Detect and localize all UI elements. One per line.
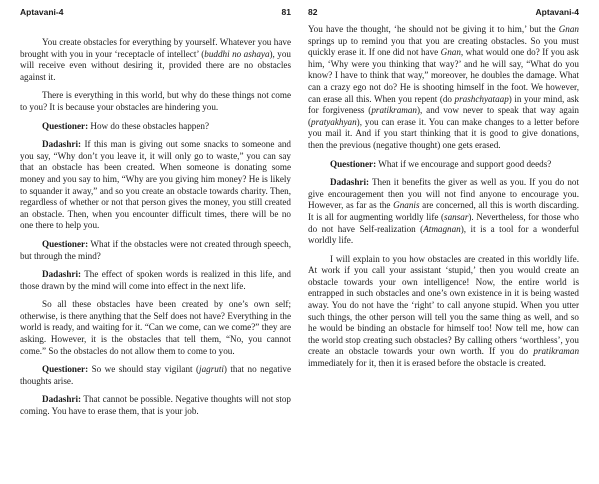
text-run: ), and vow never to speak that way again (: [308, 105, 579, 127]
text-run: So all these obstacles have been created by one’s own self; otherwise, is there anything that the Self does not have? Everything in the world is ready, and waiting for it. “Can we come, can we come?” they are asking. However, it is the obstacles that tell them, “No, you cannot come.” So the obstacles do not allow them to come to you.: [20, 299, 291, 356]
text-run: What if the obstacles were not created through speech, but through the mind?: [20, 238, 291, 261]
speaker-label: Questioner:: [42, 364, 89, 375]
speaker-label: Questioner:: [330, 158, 377, 169]
paragraph: [20, 139, 291, 232]
paragraph: [20, 239, 291, 262]
left-page: [0, 0, 299, 484]
italic-term: Atmagnan: [423, 223, 461, 234]
text-run: What if we encourage and support good deeds?: [376, 158, 552, 169]
paragraph: [20, 364, 291, 387]
paragraph: [308, 159, 579, 171]
italic-term: prashchyataap: [454, 93, 509, 104]
text-run: You create obstacles for everything by yourself. Whatever you have brought with you in your ‘receptacle of intellect’ (: [20, 37, 291, 59]
paragraph: [308, 24, 579, 152]
text-run: immediately for it, then it is erased before the obstacle is created.: [308, 358, 546, 369]
text-run: So we should stay vigilant (: [88, 364, 200, 375]
speaker-label: Dadashri:: [42, 139, 82, 150]
italic-term: buddhi no ashaya: [204, 48, 270, 59]
paragraph: [308, 254, 579, 370]
text-run: are concerned, all this is worth discarding. It is all for augmenting worldly life (: [308, 200, 579, 222]
text-run: You have the thought, ‘he should not be giving it to him,’ but the: [308, 24, 559, 34]
paragraph: [20, 269, 291, 292]
running-head: Aptavani-4: [535, 7, 579, 17]
paragraph: [20, 121, 291, 133]
text-run: Then it benefits the giver as well as you. If you do not give encouragement then you will not find anyone to encourage you. However, as far as the: [308, 177, 579, 211]
italic-term: Gnan: [558, 24, 579, 34]
page-number: 82: [308, 7, 318, 17]
italic-term: pratikraman: [371, 105, 417, 116]
text-run: springs up to remind you that you are creating obstacles. So you must quickly erase it. If one did not have: [308, 35, 579, 58]
text-run: ), you can erase it. You can make changes to a letter before you mail it. And if you start thinking that it is good to give donations, then the previous (negative thought) one gets erased.: [308, 116, 579, 150]
italic-term: jagruti: [199, 364, 224, 375]
italic-term: sansar: [444, 211, 469, 222]
italic-term: Gnanis: [393, 200, 420, 211]
text-run: How do these obstacles happen?: [88, 120, 209, 131]
text-run: ), it is a tool for a wonderful worldly life.: [308, 223, 579, 246]
running-head: Aptavani-4: [20, 7, 64, 17]
paragraph: [20, 394, 291, 417]
paragraph: [308, 177, 579, 247]
right-page: [300, 0, 599, 484]
page-number: 81: [281, 7, 291, 17]
speaker-label: Dadashri:: [42, 269, 82, 280]
paragraph: [20, 90, 291, 113]
text-run: ) that no negative thoughts arise.: [20, 364, 291, 386]
text-run: The effect of spoken words is realized in this life, and those drawn by the mind will come into effect in the next life.: [20, 269, 291, 291]
text-run: ). Nevertheless, for those who do not have Self-realization (: [308, 211, 579, 234]
left-page-header: [20, 7, 291, 20]
text-run: That cannot be possible. Negative thoughts will not stop coming. You have to erase them, that is your job.: [20, 394, 291, 417]
italic-term: pratikraman: [533, 346, 579, 357]
italic-term: pratyakhyan: [311, 116, 357, 127]
speaker-label: Dadashri:: [330, 177, 370, 188]
text-run: , what would one do? If you ask him, ‘Why were you thinking that way?’ and he will say, “What do you know? I have to think that way,” moreover, he doubles the damage. What can a crazy ego not do? He is shooting himself in the foot. We however, can erase all this. When you repent (do: [308, 47, 579, 104]
text-run: ), you will receive even without desiring it, provided there are no obstacles against it.: [20, 48, 291, 82]
text-run: There is everything in this world, but why do these things not come to you? It is because your obstacles are hindering you.: [20, 90, 291, 112]
left-page-body: [20, 37, 291, 418]
speaker-label: Dadashri:: [42, 394, 82, 405]
italic-term: Gnan: [440, 47, 461, 58]
right-page-body: [308, 24, 579, 370]
paragraph: [20, 299, 291, 357]
text-run: If this man is giving out some snacks to someone and you say, “Why don’t you leave it, it will only go to waste,” you can say that an obstacle has been created. When someone is donating some money and you say to him, “Why are you giving him money? He is likely to squander it away,” and so you create an obstacle towards charity. Then, regardless of whether or not that person gives the money, you still created an obstacle. Then, when you encounter difficult times, there will be no one there to help you.: [20, 139, 291, 231]
speaker-label: Questioner:: [42, 120, 89, 131]
text-run: I will explain to you how obstacles are created in this worldly life. At work if you call your assistant ‘stupid,’ then you would create an obstacle towards your own intelligence! Now, the entire world is entrapped in such obstacles and one’s own existence in it is being wasted away. You do not have the ‘right’ to call anyone stupid. When you utter such things, the other person will tell you the same thing as well, and so he would be binding an obstacle for himself too! Now tell me, how can the world stop creating such obstacles? By calling others ‘worthless’, you create an obstacle towards your own worth. If you do: [308, 253, 579, 357]
speaker-label: Questioner:: [42, 238, 89, 249]
right-page-header: [308, 7, 579, 20]
text-run: ) in your mind, ask for forgiveness (: [308, 93, 579, 116]
paragraph: [20, 37, 291, 83]
